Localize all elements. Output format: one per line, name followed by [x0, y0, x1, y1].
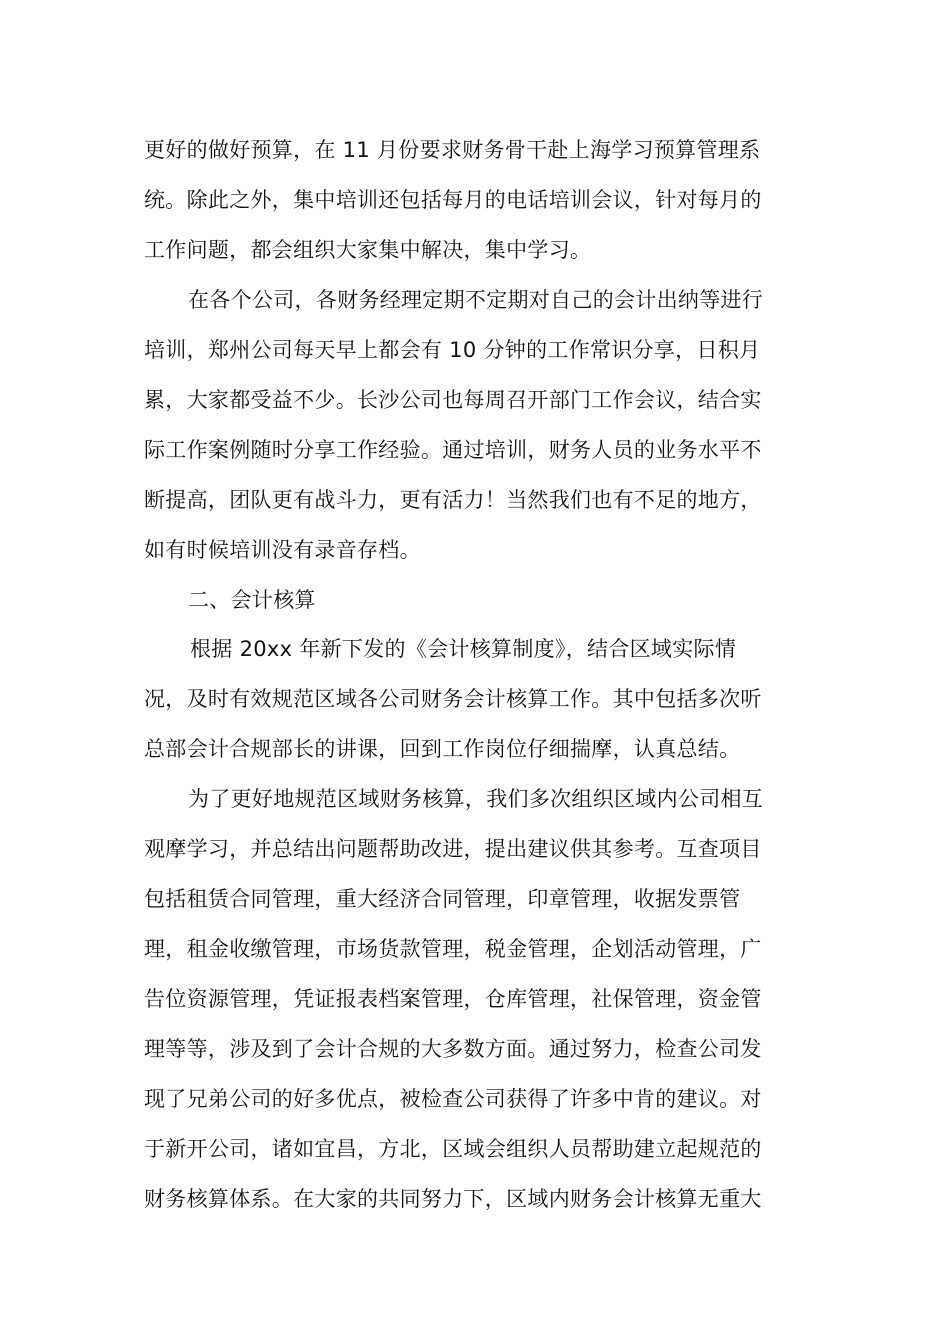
text-line: 如有时候培训没有录音存档。	[144, 538, 421, 562]
text-line: 理，租金收缴管理，市场货款管理，税金管理，企划活动管理，广	[144, 937, 762, 961]
text-line: 总部会计合规部长的讲课，回到工作岗位仔细揣摩，认真总结。	[144, 737, 741, 761]
section-heading: 二、会计核算	[188, 588, 316, 612]
text-line: 工作问题，都会组织大家集中解决，集中学习。	[144, 238, 592, 262]
text-line: 况，及时有效规范区域各公司财务会计核算工作。其中包括多次听	[144, 687, 762, 711]
text-line: 累，大家都受益不少。长沙公司也每周召开部门工作会议，结合实	[144, 388, 762, 412]
text-line: 根据 20xx 年新下发的《会计核算制度》，结合区域实际情	[190, 637, 737, 661]
text-line: 统。除此之外，集中培训还包括每月的电话培训会议，针对每月的	[144, 188, 762, 212]
text-line: 于新开公司，诸如宜昌，方北，区域会组织人员帮助建立起规范的	[144, 1137, 762, 1161]
text-line: 观摩学习，并总结出问题帮助改进，提出建议供其参考。互查项目	[144, 837, 762, 861]
text-line: 告位资源管理，凭证报表档案管理，仓库管理，社保管理，资金管	[144, 987, 762, 1011]
text-line: 为了更好地规范区域财务核算，我们多次组织区域内公司相互	[188, 787, 764, 811]
text-line: 财务核算体系。在大家的共同努力下，区域内财务会计核算无重大	[144, 1187, 762, 1211]
text-line: 断提高，团队更有战斗力，更有活力！当然我们也有不足的地方，	[144, 488, 762, 512]
text-line: 包括租赁合同管理，重大经济合同管理，印章管理，收据发票管	[144, 887, 741, 911]
text-line: 际工作案例随时分享工作经验。通过培训，财务人员的业务水平不	[144, 438, 762, 462]
text-line: 更好的做好预算，在 11 月份要求财务骨干赴上海学习预算管理系	[144, 138, 761, 162]
text-line: 培训，郑州公司每天早上都会有 10 分钟的工作常识分享，日积月	[144, 338, 761, 362]
text-line: 理等等，涉及到了会计合规的大多数方面。通过努力，检查公司发	[144, 1037, 762, 1061]
text-line: 现了兄弟公司的好多优点，被检查公司获得了许多中肯的建议。对	[144, 1087, 762, 1111]
text-line: 在各个公司，各财务经理定期不定期对自己的会计出纳等进行	[188, 288, 764, 312]
